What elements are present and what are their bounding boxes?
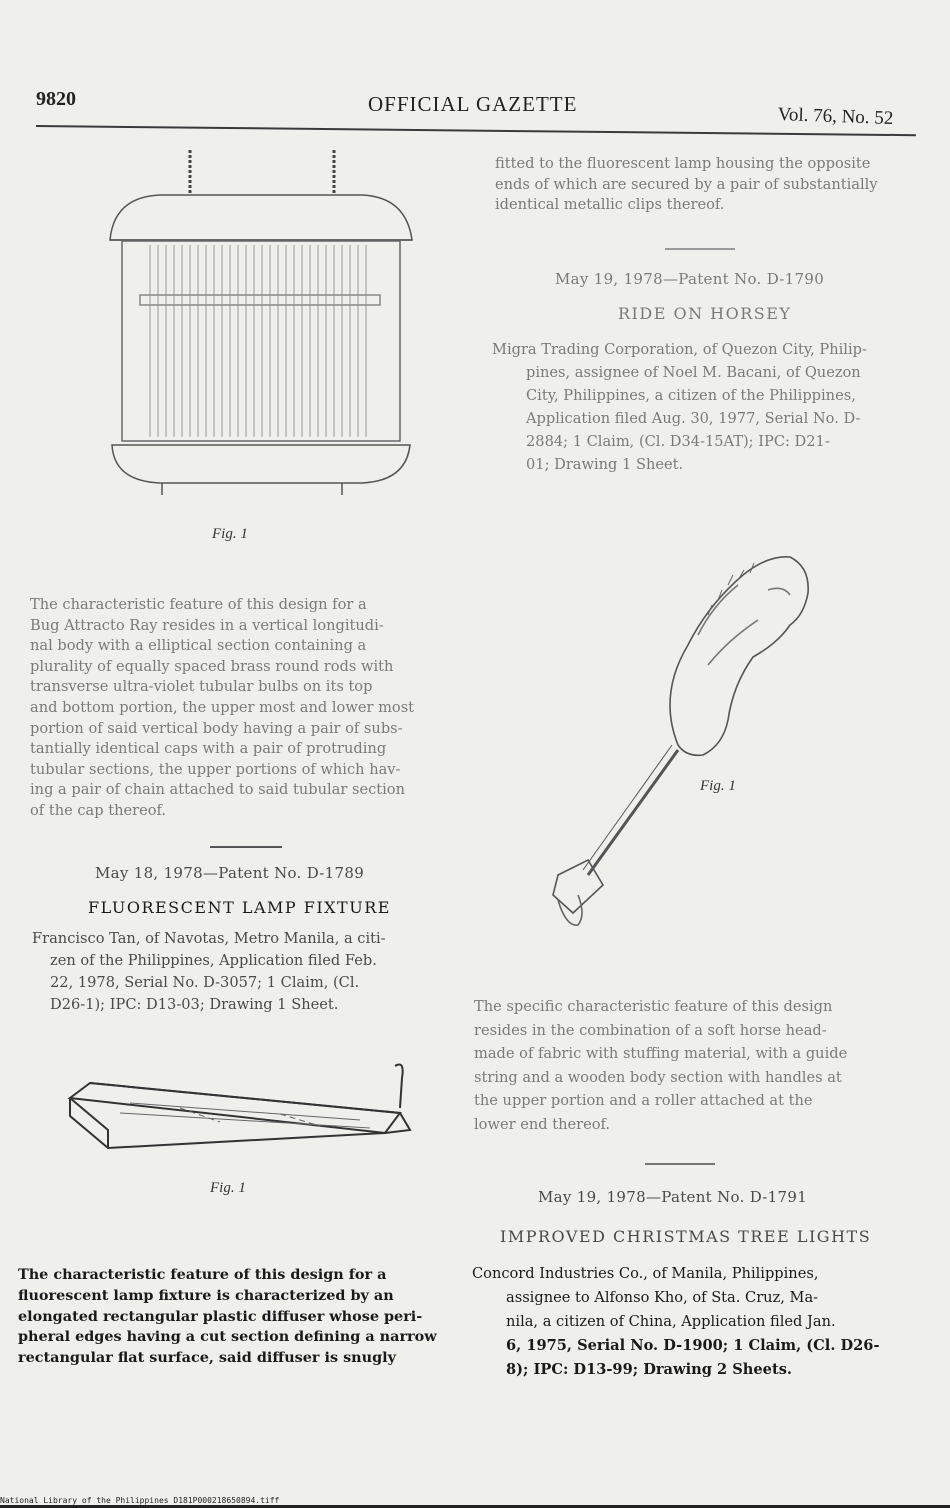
text-line: made of fabric with stuffing material, with a guide bbox=[474, 1045, 848, 1062]
text-line: plurality of equally spaced brass round rods with bbox=[30, 657, 394, 675]
text-line: Application filed Aug. 30, 1977, Serial No. D- bbox=[526, 410, 861, 427]
text-line: zen of the Philippines, Application filed Feb. bbox=[50, 952, 377, 969]
text-line: fitted to the fluorescent lamp housing the opposite bbox=[495, 155, 871, 172]
text-line: City, Philippines, a citizen of the Philippines, bbox=[526, 387, 856, 404]
ride-on-horsey-drawing bbox=[528, 545, 818, 940]
text-line: portion of said vertical body having a pair of subs- bbox=[30, 719, 403, 737]
text-line: Bug Attracto Ray resides in a vertical longitudi- bbox=[30, 616, 384, 634]
text-line: and bottom portion, the upper most and lower most bbox=[30, 698, 415, 716]
patent-date-d1790: May 19, 1978—Patent No. D-1790 bbox=[555, 270, 825, 288]
text-line: ends of which are secured by a pair of substantially bbox=[495, 175, 878, 193]
publication-title: OFFICIAL GAZETTE bbox=[368, 92, 578, 116]
text-line: 6, 1975, Serial No. D-1900; 1 Claim, (Cl. D26- bbox=[506, 1337, 880, 1354]
text-line: rectangular flat surface, said diffuser is snugly bbox=[18, 1349, 397, 1367]
lamp-description bbox=[18, 1265, 446, 1369]
lamp-fixture-drawing bbox=[60, 1058, 422, 1168]
text-line: Concord Industries Co., of Manila, Philippines, bbox=[472, 1265, 819, 1282]
bug-attractor-drawing bbox=[100, 145, 420, 505]
text-line: pines, assignee of Noel M. Bacani, of Quezon bbox=[526, 364, 861, 381]
fig-caption-lamp: Fig. 1 bbox=[210, 1180, 246, 1196]
text-line: identical metallic clips thereof. bbox=[495, 196, 725, 214]
text-line: 22, 1978, Serial No. D-3057; 1 Claim, (Cl. bbox=[50, 974, 360, 991]
text-line: tantially identical caps with a pair of protruding bbox=[30, 740, 387, 758]
text-line: fluorescent lamp fixture is characterized by an bbox=[18, 1286, 394, 1304]
applicant-d1789 bbox=[32, 928, 457, 1016]
text-line: the upper portion and a roller attached at the bbox=[474, 1092, 813, 1109]
text-line: Francisco Tan, of Navotas, Metro Manila, a citi- bbox=[32, 930, 386, 947]
text-line: nila, a citizen of China, Application filed Jan. bbox=[506, 1313, 836, 1330]
patent-date-d1789: May 18, 1978—Patent No. D-1789 bbox=[95, 864, 365, 882]
text-line: The characteristic feature of this design for a bbox=[18, 1266, 387, 1283]
text-line: lower end thereof. bbox=[474, 1115, 611, 1133]
text-line: D26-1); IPC: D13-03; Drawing 1 Sheet. bbox=[50, 996, 339, 1013]
patent-title-d1790: RIDE ON HORSEY bbox=[618, 304, 792, 323]
text-line: resides in the combination of a soft horse head- bbox=[474, 1021, 827, 1039]
scan-footer: National Library of the Philippines D181P000218650894.tiff bbox=[0, 1496, 280, 1505]
text-line: string and a wooden body section with handles at bbox=[474, 1068, 842, 1086]
text-line: of the cap thereof. bbox=[30, 801, 167, 819]
text-line: transverse ultra-violet tubular bulbs on its top bbox=[30, 678, 373, 696]
text-line: elongated rectangular plastic diffuser whose peri- bbox=[18, 1307, 423, 1325]
text-line: 8); IPC: D13-99; Drawing 2 Sheets. bbox=[506, 1361, 793, 1378]
patent-title-d1791: IMPROVED CHRISTMAS TREE LIGHTS bbox=[500, 1227, 872, 1246]
header-rule bbox=[36, 125, 916, 136]
fig-caption-bug: Fig. 1 bbox=[212, 526, 248, 542]
text-line: tubular sections, the upper portions of which hav- bbox=[30, 760, 401, 778]
page-number: 9820 bbox=[36, 88, 76, 110]
patent-title-d1789: FLUORESCENT LAMP FIXTURE bbox=[88, 898, 391, 917]
volume-number: Vol. 76, No. 52 bbox=[777, 104, 894, 130]
section-divider bbox=[645, 1163, 715, 1165]
text-line: The specific characteristic feature of this design bbox=[474, 998, 833, 1015]
text-line: 2884; 1 Claim, (Cl. D34-15AT); IPC: D21- bbox=[526, 433, 830, 450]
continuation-text bbox=[495, 154, 913, 216]
fig-caption-horse: Fig. 1 bbox=[700, 778, 736, 794]
text-line: pheral edges having a cut section defining a narrow bbox=[18, 1328, 437, 1346]
text-line: 01; Drawing 1 Sheet. bbox=[526, 456, 684, 473]
bug-description bbox=[30, 595, 458, 822]
applicant-d1791 bbox=[472, 1262, 902, 1382]
text-line: ing a pair of chain attached to said tubular section bbox=[30, 781, 405, 799]
text-line: Migra Trading Corporation, of Quezon City, Philip- bbox=[492, 341, 867, 358]
applicant-d1790 bbox=[492, 338, 912, 476]
horse-description bbox=[474, 995, 902, 1136]
text-line: The characteristic feature of this design for a bbox=[30, 596, 367, 613]
section-divider bbox=[210, 846, 282, 848]
text-line: nal body with a elliptical section containing a bbox=[30, 637, 367, 655]
patent-date-d1791: May 19, 1978—Patent No. D-1791 bbox=[538, 1188, 808, 1206]
section-divider bbox=[665, 248, 735, 250]
text-line: assignee to Alfonso Kho, of Sta. Cruz, Ma- bbox=[506, 1289, 819, 1306]
